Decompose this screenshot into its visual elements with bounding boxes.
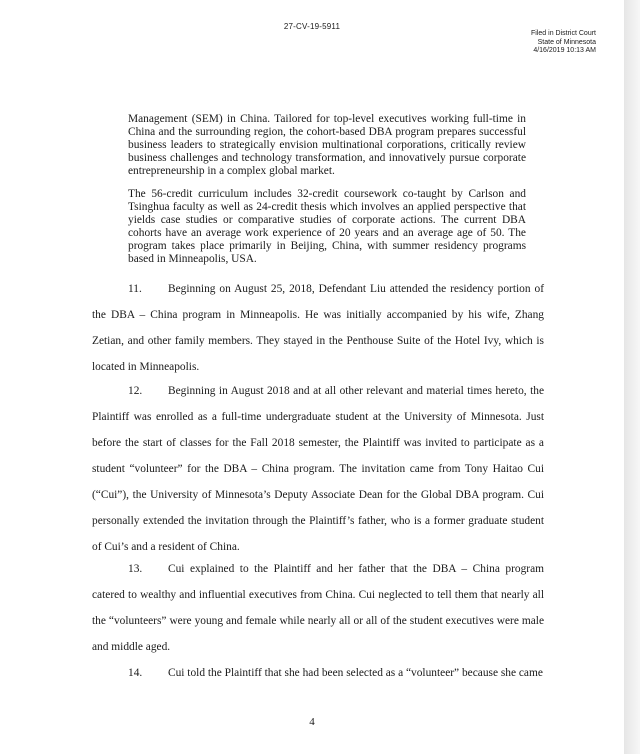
numbered-paragraph: [92, 660, 544, 686]
page-number: 4: [309, 716, 315, 728]
block-quote-paragraph: Management (SEM) in China. Tailored for top-level executives working full-time in China and the surrounding region, the cohort-based DBA program prepares successful business leaders to strategically envision multinational corporations, critically review business challenges and technology transformation, and innovatively pursue corporate entrepreneurship in a complex global market.: [128, 113, 526, 177]
paragraph-text: Cui told the Plaintiff that she had been selected as a “volunteer” because she came: [168, 667, 543, 679]
filed-stamp-line: Filed in District Court: [531, 30, 596, 37]
paragraph-number: 14.: [128, 667, 143, 679]
numbered-paragraph: [92, 556, 544, 660]
filed-stamp-line: State of Minnesota: [537, 38, 596, 46]
paragraph-text: Cui explained to the Plaintiff and her father that the DBA – China program catered to wealthy and influential executives from China. Cui neglected to tell them that nearly all the “volunteers” were young and female while nearly all or all of the student executives were male and middle aged.: [92, 563, 544, 653]
page-edge-shadow: [624, 0, 640, 754]
paragraph-number: 12.: [128, 385, 143, 397]
numbered-paragraph: [92, 378, 544, 560]
paragraph-number: 13.: [128, 563, 143, 575]
numbered-paragraph: [92, 276, 544, 380]
case-number: 27-CV-19-5911: [283, 22, 341, 31]
filed-stamp: [531, 30, 596, 56]
paragraph-text: Beginning in August 2018 and at all other relevant and material times hereto, the Plaintiff was enrolled as a full-time undergraduate student at the University of Minnesota. Just before the start of classes for the Fall 2018 semester, the Plaintiff was invited to participate as a student “volunteer” for the DBA – China program. The invitation came from Tony Haitao Cui (“Cui”), the University of Minnesota’s Deputy Associate Dean for the Global DBA program. Cui personally extended the invitation through the Plaintiff’s father, who is a former graduate student of Cui’s and a resident of China.: [92, 385, 544, 553]
paragraph-text: Beginning on August 25, 2018, Defendant Liu attended the residency portion of the DBA – China program in Minneapolis. He was initially accompanied by his wife, Zhang Zetian, and other family members. They stayed in the Penthouse Suite of the Hotel Ivy, which is located in Minneapolis.: [92, 283, 544, 373]
block-quote-paragraph: The 56-credit curriculum includes 32-credit coursework co-taught by Carlson and Tsinghua faculty as well as 24-credit thesis which involves an applied perspective that yields case studies or comparative studies of corporate actions. The current DBA cohorts have an average work experience of 20 years and an average age of 50. The program takes place primarily in Beijing, China, with summer residency programs based in Minneapolis, USA.: [128, 188, 526, 265]
filed-stamp-line: 4/16/2019 10:13 AM: [533, 47, 596, 54]
paragraph-number: 11.: [128, 283, 142, 295]
